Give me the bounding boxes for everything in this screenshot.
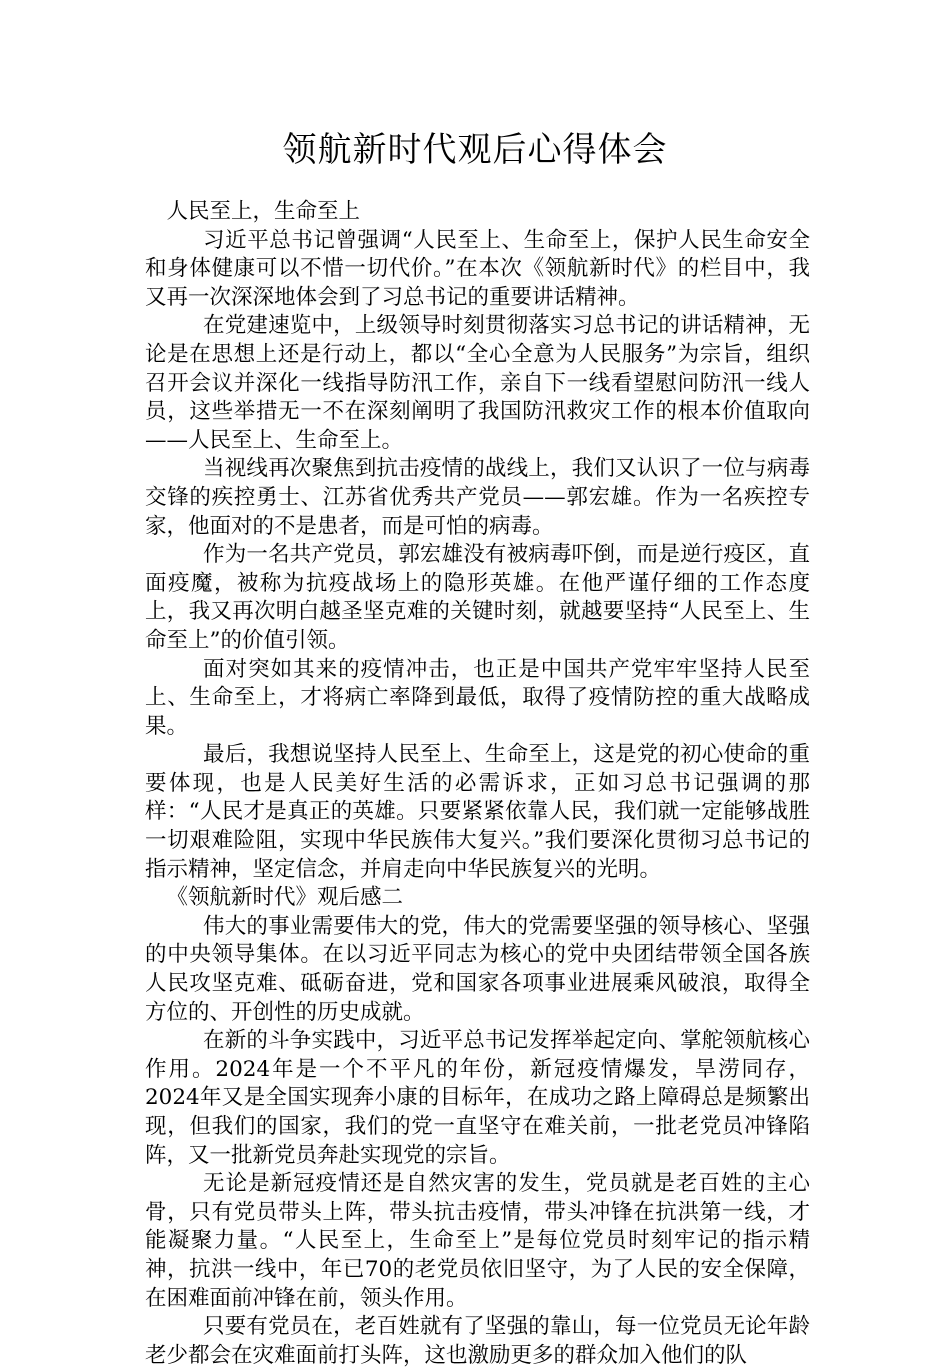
- body-paragraph: 无论是新冠疫情还是自然灾害的发生，党员就是老百姓的主心骨，只有党员带头上阵，带头抗击疫情，带头冲锋在抗洪第一线，才能凝聚力量。“人民至上，生命至上”是每位党员时刻牢记的指示精神，抗洪一线中，年已70的老党员依旧坚守，为了人民的安全保障，在困难面前冲锋在前，领头作用。: [145, 1171, 810, 1311]
- body-paragraph: 在新的斗争实践中，习近平总书记发挥举起定向、掌舵领航核心作用。2024年是一个不平凡的年份，新冠疫情爆发，旱涝同存，2024年又是全国实现奔小康的目标年，在成功之路上障碍总是频繁出现，但我们的国家，我们的党一直坚守在难关前，一批老党员冲锋陷阵，又一批新党员奔赴实现党的宗旨。: [145, 1028, 810, 1168]
- body-paragraph: 伟大的事业需要伟大的党，伟大的党需要坚强的领导核心、坚强的中央领导集体。在以习近平同志为核心的党中央团结带领全国各族人民攻坚克难、砥砺奋进，党和国家各项事业进展乘风破浪，取得全方位的、开创性的历史成就。: [145, 913, 810, 1025]
- body-paragraph: 最后，我想说坚持人民至上、生命至上，这是党的初心使命的重要体现，也是人民美好生活的必需诉求，正如习总书记强调的那样：“人民才是真正的英雄。只要紧紧依靠人民，我们就一定能够战胜一切艰难险阻，实现中华民族伟大复兴。”我们要深化贯彻习总书记的指示精神，坚定信念，并肩走向中华民族复兴的光明。: [145, 742, 810, 882]
- body-paragraph: 面对突如其来的疫情冲击，也正是中国共产党牢牢坚持人民至上、生命至上，才将病亡率降到最低，取得了疫情防控的重大战略成果。: [145, 656, 810, 739]
- document-title: 领航新时代观后心得体会: [282, 130, 668, 170]
- body-paragraph: 只要有党员在，老百姓就有了坚强的靠山，每一位党员无论年龄老少都会在灾难面前打头阵，这也激励更多的群众加入他们的队: [145, 1314, 810, 1368]
- body-paragraph: 当视线再次聚焦到抗击疫情的战线上，我们又认识了一位与病毒交锋的疾控勇士、江苏省优秀共产党员——郭宏雄。作为一名疾控专家，他面对的不是患者，而是可怕的病毒。: [145, 456, 810, 539]
- body-paragraph: 在党建速览中，上级领导时刻贯彻落实习总书记的讲话精神，无论是在思想上还是行动上，都以“全心全意为人民服务”为宗旨，组织召开会议并深化一线指导防汛工作，亲自下一线看望慰问防汛一线人员，这些举措无一不在深刻阐明了我国防汛救灾工作的根本价值取向——人民至上、生命至上。: [145, 313, 810, 453]
- section-heading: 《领航新时代》观后感二: [166, 885, 404, 911]
- body-paragraph: 习近平总书记曾强调“人民至上、生命至上，保护人民生命安全和身体健康可以不惜一切代价。”在本次《领航新时代》的栏目中，我又再一次深深地体会到了习总书记的重要讲话精神。: [145, 227, 810, 310]
- body-paragraph: 作为一名共产党员，郭宏雄没有被病毒吓倒，而是逆行疫区，直面疫魔，被称为抗疫战场上的隐形英雄。在他严谨仔细的工作态度上，我又再次明白越圣坚克难的关键时刻，就越要坚持“人民至上、生命至上”的价值引领。: [145, 542, 810, 653]
- section-heading: 人民至上，生命至上: [166, 199, 361, 224]
- document-body: [145, 198, 810, 1370]
